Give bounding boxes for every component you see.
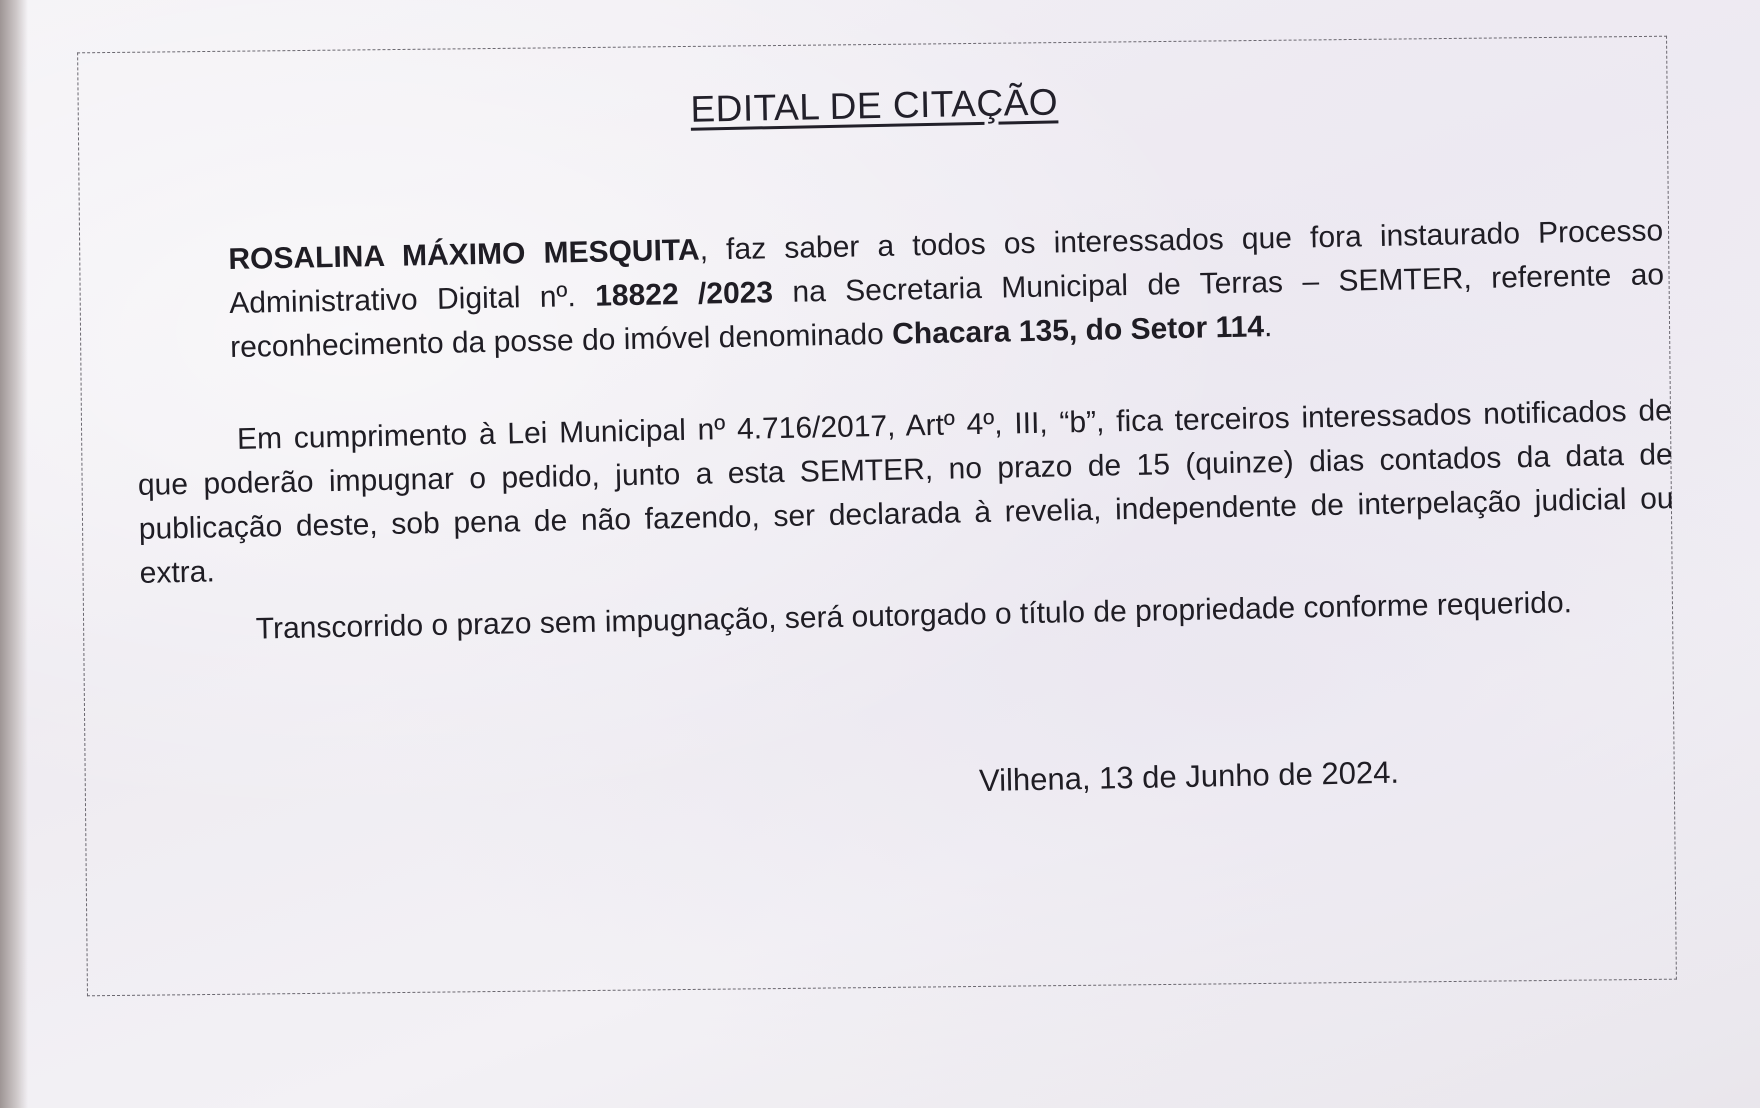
paragraph-legal-basis: Em cumprimento à Lei Municipal nº 4.716/2017, Artº 4º, III, “b”, fica terceiros interessados notificados de que poderão impugnar o pedido, junto a esta SEMTER, no prazo de 15 (quinze) dias contados da data de publicação deste, sob pena de não fazendo, ser declarada à revelia, independente de interpelação judicial ou extra.: [137, 394, 1674, 590]
announcement-text-c: .: [1263, 310, 1273, 344]
announcement-text-b: na Secretaria Municipal de Terras – SEMTER, referente ao reconhecimento da posse do imóvel denominado: [229, 258, 1665, 365]
process-number: 18822 /2023: [594, 276, 774, 313]
place-and-date: Vilhena, 13 de Junho de 2024.: [978, 754, 1400, 799]
announcement-text-a: , faz saber a todos os interessados que fora instaurado Processo Administrativo Digital nº.: [228, 214, 1664, 321]
property-name: Chacara 135, do Setor 114: [891, 310, 1265, 351]
document-title: EDITAL DE CITAÇÃO: [690, 81, 1059, 130]
paper-edge-shadow: [0, 0, 28, 1108]
paragraph-conclusion: Transcorrido o prazo sem impugnação, será outorgado o título de propriedade conforme requerido.: [255, 586, 1573, 646]
petitioner-name: ROSALINA MÁXIMO MESQUITA: [228, 233, 700, 277]
